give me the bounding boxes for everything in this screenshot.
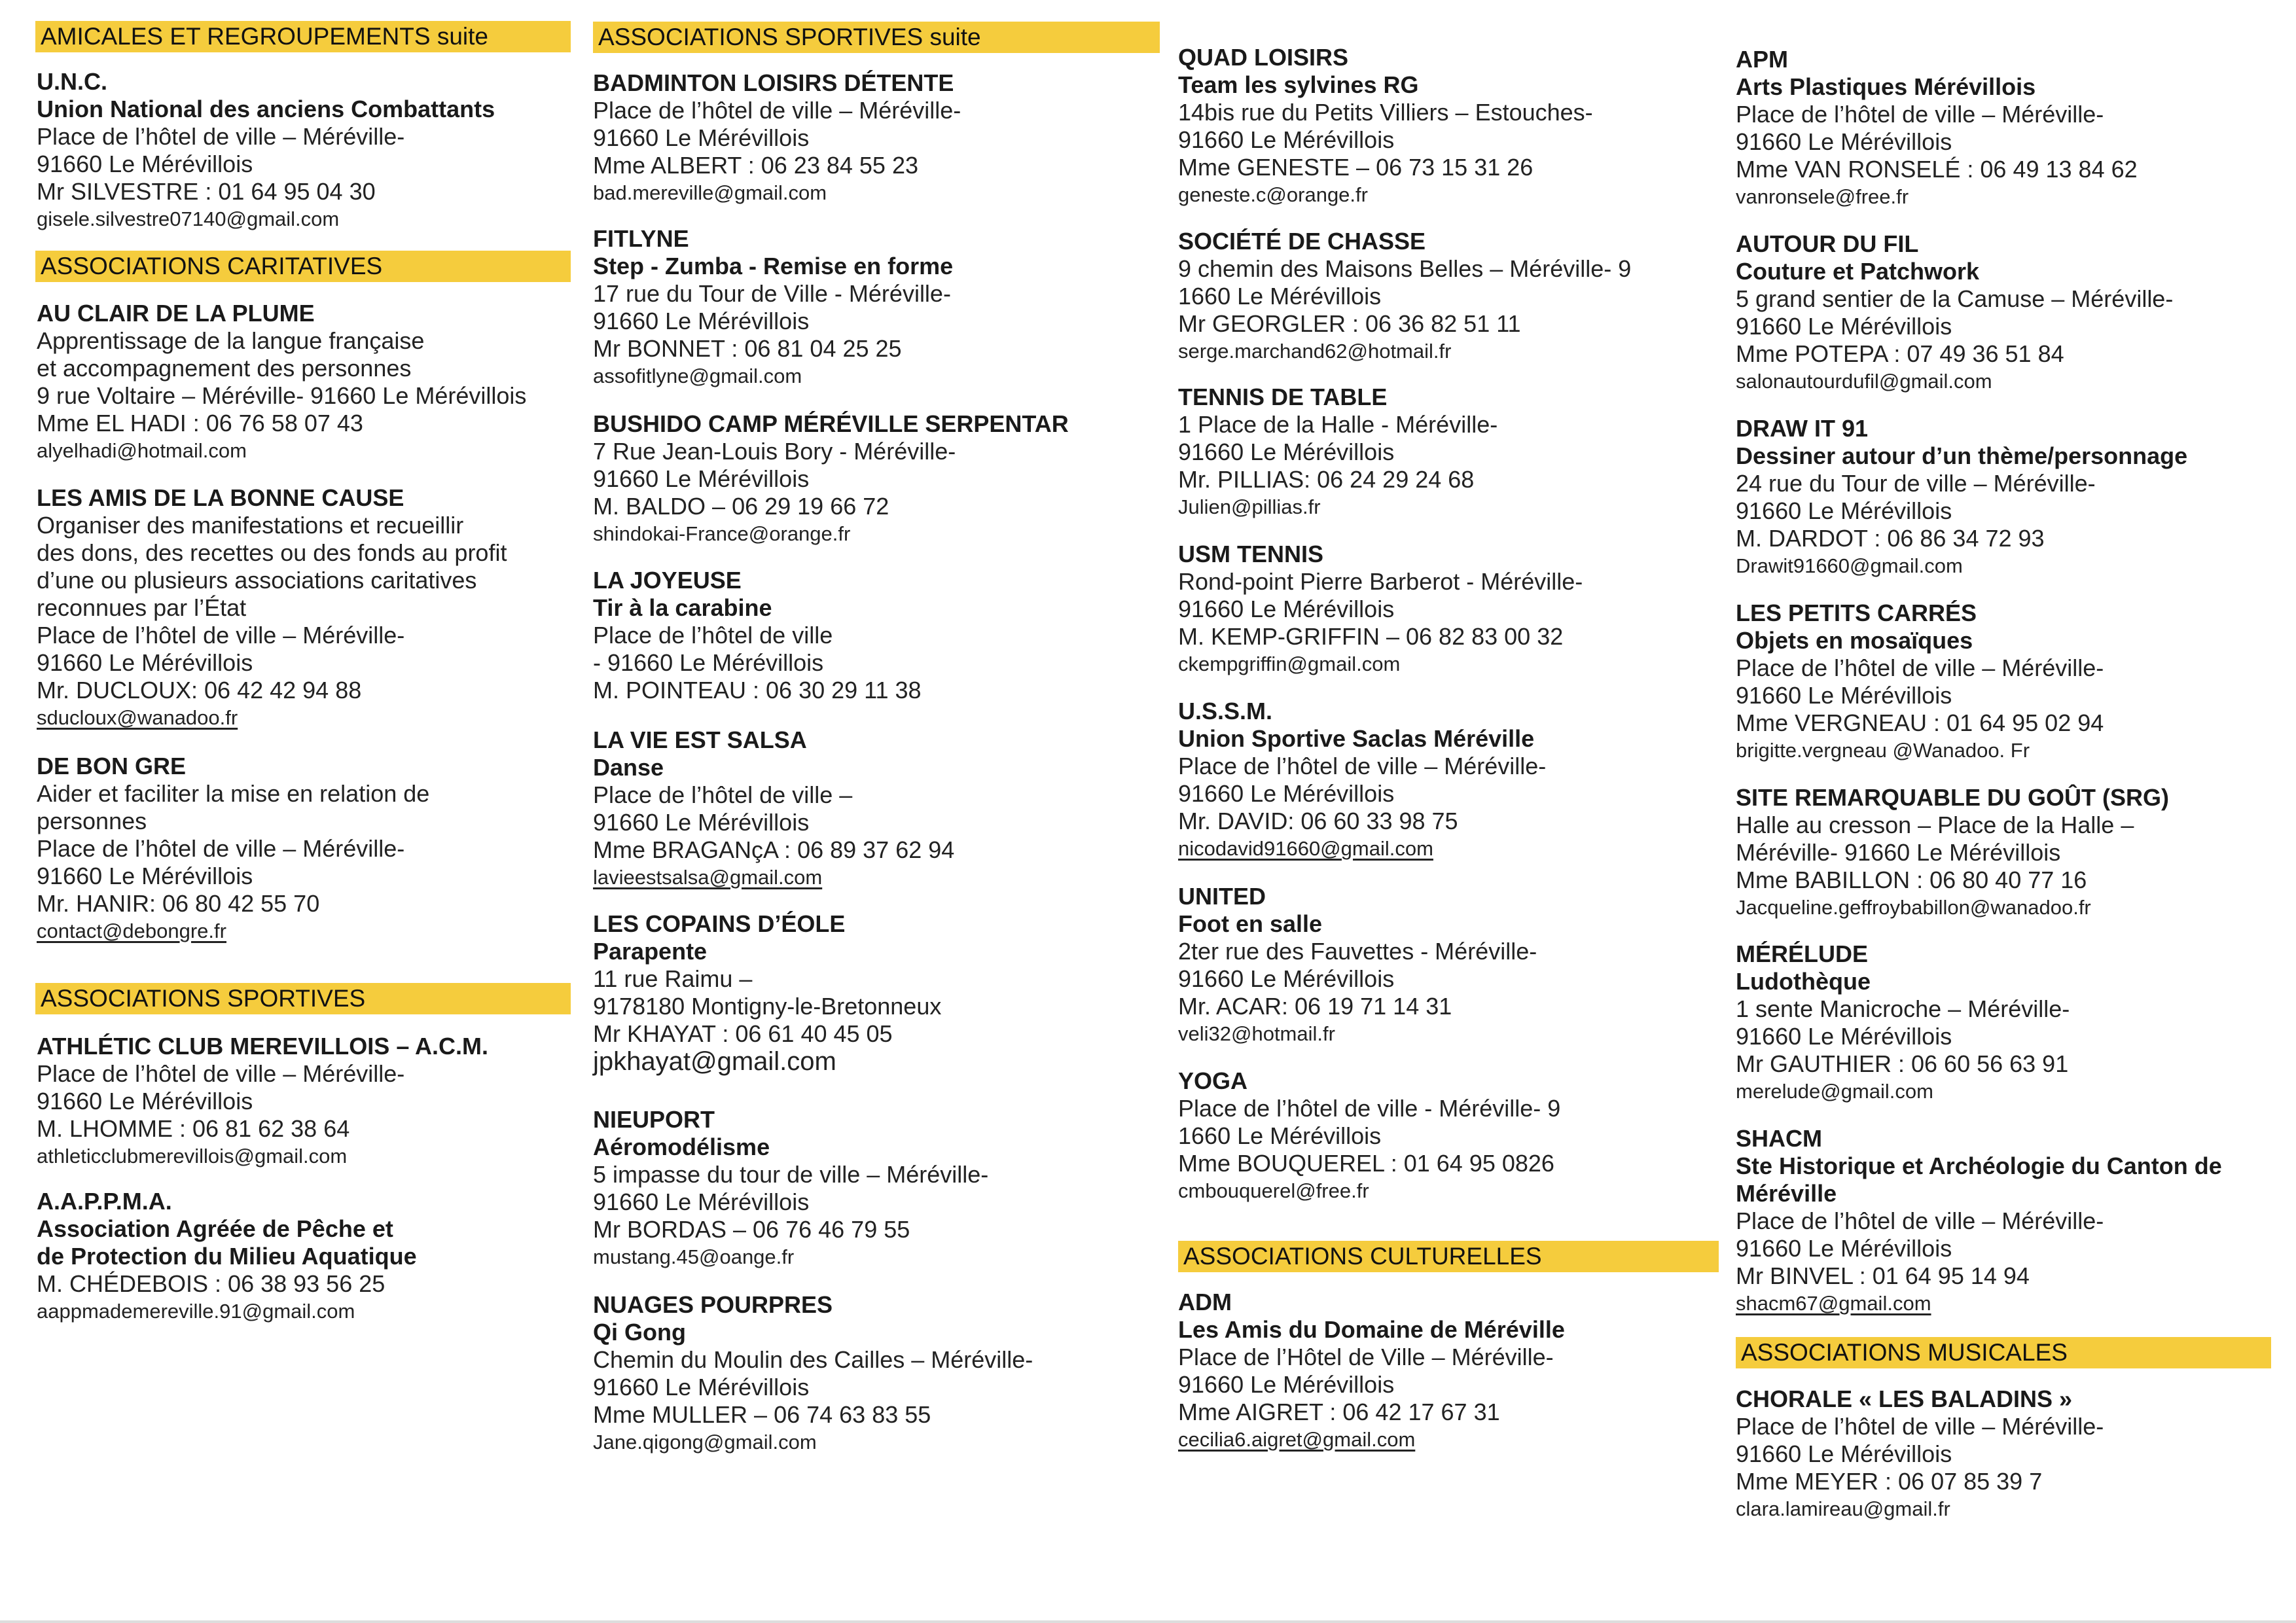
association-name: APM <box>1736 46 1788 73</box>
association-detail: 91660 Le Mérévillois <box>593 465 810 492</box>
association-email: Julien@pillias.fr <box>1178 495 1321 518</box>
association-name: SOCIÉTÉ DE CHASSE <box>1178 228 1426 255</box>
association-detail: Mme BABILLON : 06 80 40 77 16 <box>1736 866 2087 893</box>
association-email: lavieestsalsa@gmail.com <box>593 866 823 889</box>
association-detail: 91660 Le Mérévillois <box>1178 965 1395 992</box>
association-name: FITLYNE <box>593 225 689 252</box>
association-email: veli32@hotmail.fr <box>1178 1022 1335 1045</box>
association-detail: Mr SILVESTRE : 01 64 95 04 30 <box>37 178 376 205</box>
bottom-edge-divider <box>0 1620 2296 1623</box>
association-detail: Mme VAN RONSELÉ : 06 49 13 84 62 <box>1736 156 2138 183</box>
column-2 <box>593 0 1143 1623</box>
association-name: BADMINTON LOISIRS DÉTENTE <box>593 69 954 96</box>
association-detail: 91660 Le Mérévillois <box>1178 596 1395 622</box>
association-email: cecilia6.aigret@gmail.com <box>1178 1428 1416 1451</box>
association-email: aappmademereville.91@gmail.com <box>37 1300 355 1323</box>
association-email: merelude@gmail.com <box>1736 1080 1933 1103</box>
association-name: NUAGES POURPRES <box>593 1291 833 1318</box>
association-detail: 17 rue du Tour de Ville - Méréville- <box>593 280 951 307</box>
association-detail: Mr. PILLIAS: 06 24 29 24 68 <box>1178 466 1475 493</box>
association-detail: Mr GEORGLER : 06 36 82 51 11 <box>1178 310 1521 337</box>
association-subtitle: Méréville <box>1736 1180 1837 1207</box>
association-subtitle: Objets en mosaïques <box>1736 627 1973 654</box>
association-email: serge.marchand62@hotmail.fr <box>1178 340 1452 363</box>
association-subtitle: Association Agréée de Pêche et <box>37 1215 393 1242</box>
association-subtitle: Parapente <box>593 938 708 965</box>
association-detail: Mme BOUQUEREL : 01 64 95 0826 <box>1178 1150 1554 1177</box>
association-detail: - 91660 Le Mérévillois <box>593 649 824 676</box>
association-detail: personnes <box>37 808 147 834</box>
association-detail: 91660 Le Mérévillois <box>37 1088 253 1115</box>
column-1 <box>37 0 586 1623</box>
association-subtitle: Arts Plastiques Mérévillois <box>1736 73 2036 100</box>
association-detail: Mme POTEPA : 07 49 36 51 84 <box>1736 340 2064 367</box>
association-detail: 1660 Le Mérévillois <box>1178 1122 1382 1149</box>
association-detail: 91660 Le Mérévillois <box>593 1188 810 1215</box>
association-email: geneste.c@orange.fr <box>1178 183 1368 206</box>
association-detail: 91660 Le Mérévillois <box>1736 313 1952 340</box>
association-detail: 91660 Le Mérévillois <box>593 124 810 151</box>
association-email: vanronsele@free.fr <box>1736 185 1909 208</box>
association-detail: des dons, des recettes ou des fonds au profit <box>37 539 507 566</box>
association-email: mustang.45@oange.fr <box>593 1245 795 1268</box>
association-detail: 91660 Le Mérévillois <box>1736 1023 1952 1050</box>
association-detail: Mme ALBERT : 06 23 84 55 23 <box>593 152 918 179</box>
column-4 <box>1736 0 2286 1623</box>
association-detail: Place de l’hôtel de ville – Méréville- <box>37 123 405 150</box>
section-header: AMICALES ET REGROUPEMENTS suite <box>35 21 571 52</box>
association-detail: 91660 Le Mérévillois <box>1736 1235 1952 1262</box>
column-3 <box>1178 0 1728 1623</box>
association-name: AU CLAIR DE LA PLUME <box>37 300 315 327</box>
association-name: SITE REMARQUABLE DU GOÛT (SRG) <box>1736 784 2169 811</box>
association-detail: 91660 Le Mérévillois <box>593 809 810 836</box>
association-detail: 1 Place de la Halle - Méréville- <box>1178 411 1498 438</box>
association-detail: 11 rue Raimu – <box>593 965 753 992</box>
association-detail: Place de l’hôtel de ville – Méréville- <box>593 97 961 124</box>
association-name: U.S.S.M. <box>1178 698 1273 724</box>
association-detail: Mme MEYER : 06 07 85 39 7 <box>1736 1468 2043 1495</box>
association-detail: Mr BONNET : 06 81 04 25 25 <box>593 335 902 362</box>
association-detail: M. LHOMME : 06 81 62 38 64 <box>37 1115 350 1142</box>
association-detail: M. CHÉDEBOIS : 06 38 93 56 25 <box>37 1270 386 1297</box>
section-header: ASSOCIATIONS CULTURELLES <box>1178 1241 1719 1272</box>
association-detail: 91660 Le Mérévillois <box>1736 682 1952 709</box>
section-header: ASSOCIATIONS SPORTIVES <box>35 983 571 1014</box>
association-detail: 91660 Le Mérévillois <box>37 649 253 676</box>
association-detail: Mme MULLER – 06 74 63 83 55 <box>593 1401 931 1428</box>
association-detail: M. KEMP-GRIFFIN – 06 82 83 00 32 <box>1178 623 1564 650</box>
association-name: YOGA <box>1178 1067 1248 1094</box>
association-subtitle: Union Sportive Saclas Méréville <box>1178 725 1535 752</box>
association-detail: Place de l’hôtel de ville – Méréville- <box>37 1060 405 1087</box>
association-email: ckempgriffin@gmail.com <box>1178 652 1401 675</box>
association-detail: Mme EL HADI : 06 76 58 07 43 <box>37 410 363 437</box>
association-subtitle: Union National des anciens Combattants <box>37 96 495 122</box>
association-name: LES PETITS CARRÉS <box>1736 599 1977 626</box>
association-detail: Mr. HANIR: 06 80 42 55 70 <box>37 890 320 917</box>
association-email: clara.lamireau@gmail.fr <box>1736 1497 1950 1520</box>
association-name: LES AMIS DE LA BONNE CAUSE <box>37 484 404 511</box>
association-detail: 5 grand sentier de la Camuse – Méréville- <box>1736 285 2174 312</box>
association-name: CHORALE « LES BALADINS » <box>1736 1385 2073 1412</box>
association-detail: 9178180 Montigny-le-Bretonneux <box>593 993 942 1020</box>
association-name: ATHLÉTIC CLUB MEREVILLOIS – A.C.M. <box>37 1033 488 1060</box>
association-detail: Mme GENESTE – 06 73 15 31 26 <box>1178 154 1534 181</box>
association-detail: 91660 Le Mérévillois <box>1178 780 1395 807</box>
association-detail: 91660 Le Mérévillois <box>1736 1440 1952 1467</box>
association-detail: Place de l’hôtel de ville – <box>593 781 853 808</box>
association-name: SHACM <box>1736 1125 1822 1152</box>
association-detail: Place de l’hôtel de ville – Méréville- <box>37 622 405 649</box>
association-name: LA VIE EST SALSA <box>593 726 807 753</box>
association-detail: Aider et faciliter la mise en relation de <box>37 780 430 807</box>
association-detail: Halle au cresson – Place de la Halle – <box>1736 812 2134 838</box>
association-detail: Place de l’hôtel de ville – Méréville- <box>1736 654 2104 681</box>
association-detail: Chemin du Moulin des Cailles – Méréville- <box>593 1346 1033 1373</box>
section-header: ASSOCIATIONS SPORTIVES suite <box>593 22 1160 53</box>
association-subtitle: Tir à la carabine <box>593 594 772 621</box>
association-detail: d’une ou plusieurs associations caritatives <box>37 567 477 594</box>
association-detail: Mr BORDAS – 06 76 46 79 55 <box>593 1216 910 1243</box>
association-detail: Organiser des manifestations et recueillir <box>37 512 464 539</box>
association-subtitle: Danse <box>593 754 664 781</box>
association-detail: 91660 Le Mérévillois <box>1178 126 1395 153</box>
association-email: athleticclubmerevillois@gmail.com <box>37 1145 348 1168</box>
association-email: shacm67@gmail.com <box>1736 1292 1931 1315</box>
association-detail: 24 rue du Tour de ville – Méréville- <box>1736 470 2096 497</box>
association-email: gisele.silvestre07140@gmail.com <box>37 207 340 230</box>
association-subtitle: Couture et Patchwork <box>1736 258 1980 285</box>
association-name: USM TENNIS <box>1178 541 1324 567</box>
association-subtitle: Dessiner autour d’un thème/personnage <box>1736 442 2188 469</box>
association-detail: 91660 Le Mérévillois <box>1178 1371 1395 1398</box>
association-email: cmbouquerel@free.fr <box>1178 1179 1369 1202</box>
association-detail: Mr KHAYAT : 06 61 40 45 05 <box>593 1020 893 1047</box>
association-name: DRAW IT 91 <box>1736 415 1869 442</box>
association-email: assofitlyne@gmail.com <box>593 365 802 387</box>
association-detail: 1660 Le Mérévillois <box>1178 283 1382 310</box>
association-email: jpkhayat@gmail.com <box>593 1047 836 1076</box>
association-detail: Place de l’hôtel de ville – Méréville- <box>1178 753 1547 779</box>
association-detail: Mr BINVEL : 01 64 95 14 94 <box>1736 1262 2030 1289</box>
association-email: shindokai-France@orange.fr <box>593 522 851 545</box>
section-header: ASSOCIATIONS CARITATIVES <box>35 251 571 282</box>
association-name: U.N.C. <box>37 68 107 95</box>
association-name: MÉRÉLUDE <box>1736 940 1869 967</box>
association-detail: 91660 Le Mérévillois <box>1736 128 1952 155</box>
association-email: nicodavid91660@gmail.com <box>1178 837 1433 860</box>
association-subtitle: Step - Zumba - Remise en forme <box>593 253 954 279</box>
association-name: LES COPAINS D’ÉOLE <box>593 910 846 937</box>
association-name: UNITED <box>1178 883 1266 910</box>
association-email: Jacqueline.geffroybabillon@wanadoo.fr <box>1736 896 2091 919</box>
association-detail: M. BALDO – 06 29 19 66 72 <box>593 493 889 520</box>
section-header: ASSOCIATIONS MUSICALES <box>1736 1337 2271 1368</box>
association-email: sducloux@wanadoo.fr <box>37 706 238 729</box>
association-detail: Méréville- 91660 Le Mérévillois <box>1736 839 2061 866</box>
association-subtitle: de Protection du Milieu Aquatique <box>37 1243 417 1270</box>
association-subtitle: Aéromodélisme <box>593 1133 770 1160</box>
association-name: DE BON GRE <box>37 753 187 779</box>
association-email: brigitte.vergneau @Wanadoo. Fr <box>1736 739 2030 762</box>
association-detail: reconnues par l’État <box>37 594 247 621</box>
association-subtitle: Les Amis du Domaine de Méréville <box>1178 1316 1565 1343</box>
association-detail: Mr GAUTHIER : 06 60 56 63 91 <box>1736 1050 2069 1077</box>
association-detail: 91660 Le Mérévillois <box>593 308 810 334</box>
association-name: LA JOYEUSE <box>593 567 742 594</box>
association-detail: 91660 Le Mérévillois <box>593 1374 810 1400</box>
association-subtitle: Ludothèque <box>1736 968 1871 995</box>
association-subtitle: Ste Historique et Archéologie du Canton de <box>1736 1152 2222 1179</box>
association-detail: 91660 Le Mérévillois <box>37 151 253 177</box>
association-detail: Apprentissage de la langue française <box>37 327 425 354</box>
association-detail: Place de l’hôtel de ville - Méréville- 9 <box>1178 1095 1561 1122</box>
association-name: NIEUPORT <box>593 1106 715 1133</box>
association-detail: Rond-point Pierre Barberot - Méréville- <box>1178 568 1583 595</box>
association-email: Jane.qigong@gmail.com <box>593 1431 817 1454</box>
association-detail: M. POINTEAU : 06 30 29 11 38 <box>593 677 922 704</box>
association-detail: M. DARDOT : 06 86 34 72 93 <box>1736 525 2045 552</box>
association-detail: 91660 Le Mérévillois <box>1736 497 1952 524</box>
association-detail: Mme BRAGANçA : 06 89 37 62 94 <box>593 836 955 863</box>
association-detail: Place de l’hôtel de ville – Méréville- <box>1736 101 2104 128</box>
association-email: alyelhadi@hotmail.com <box>37 439 247 462</box>
association-name: AUTOUR DU FIL <box>1736 230 1919 257</box>
association-detail: Mr. DUCLOUX: 06 42 42 94 88 <box>37 677 362 704</box>
association-detail: Mme AIGRET : 06 42 17 67 31 <box>1178 1399 1500 1425</box>
association-detail: 5 impasse du tour de ville – Méréville- <box>593 1161 989 1188</box>
association-name: BUSHIDO CAMP MÉRÉVILLE SERPENTAR <box>593 410 1069 437</box>
association-name: TENNIS DE TABLE <box>1178 383 1388 410</box>
association-name: ADM <box>1178 1289 1232 1315</box>
association-detail: Place de l’hôtel de ville <box>593 622 833 649</box>
association-detail: et accompagnement des personnes <box>37 355 412 382</box>
association-detail: Mr. DAVID: 06 60 33 98 75 <box>1178 808 1458 834</box>
association-email: bad.mereville@gmail.com <box>593 181 827 204</box>
association-detail: Place de l’hôtel de ville – Méréville- <box>1736 1207 2104 1234</box>
association-subtitle: Foot en salle <box>1178 910 1323 937</box>
association-subtitle: Qi Gong <box>593 1319 686 1346</box>
association-detail: 9 chemin des Maisons Belles – Méréville- 9 <box>1178 255 1632 282</box>
association-detail: 1 sente Manicroche – Méréville- <box>1736 995 2070 1022</box>
association-detail: Place de l’hôtel de ville – Méréville- <box>37 835 405 862</box>
association-detail: 91660 Le Mérévillois <box>37 863 253 889</box>
association-detail: 9 rue Voltaire – Méréville- 91660 Le Mérévillois <box>37 382 527 409</box>
association-subtitle: Team les sylvines RG <box>1178 71 1419 98</box>
association-detail: 14bis rue du Petits Villiers – Estouches- <box>1178 99 1593 126</box>
association-email: salonautourdufil@gmail.com <box>1736 370 1992 393</box>
association-email: contact@debongre.fr <box>37 919 226 942</box>
association-detail: Place de l’Hôtel de Ville – Méréville- <box>1178 1344 1554 1370</box>
association-name: A.A.P.P.M.A. <box>37 1188 172 1215</box>
association-detail: 7 Rue Jean-Louis Bory - Méréville- <box>593 438 956 465</box>
association-detail: Mme VERGNEAU : 01 64 95 02 94 <box>1736 709 2104 736</box>
association-detail: Place de l’hôtel de ville – Méréville- <box>1736 1413 2104 1440</box>
association-email: Drawit91660@gmail.com <box>1736 554 1963 577</box>
association-detail: 91660 Le Mérévillois <box>1178 438 1395 465</box>
association-name: QUAD LOISIRS <box>1178 44 1349 71</box>
association-detail: 2ter rue des Fauvettes - Méréville- <box>1178 938 1537 965</box>
association-detail: Mr. ACAR: 06 19 71 14 31 <box>1178 993 1452 1020</box>
